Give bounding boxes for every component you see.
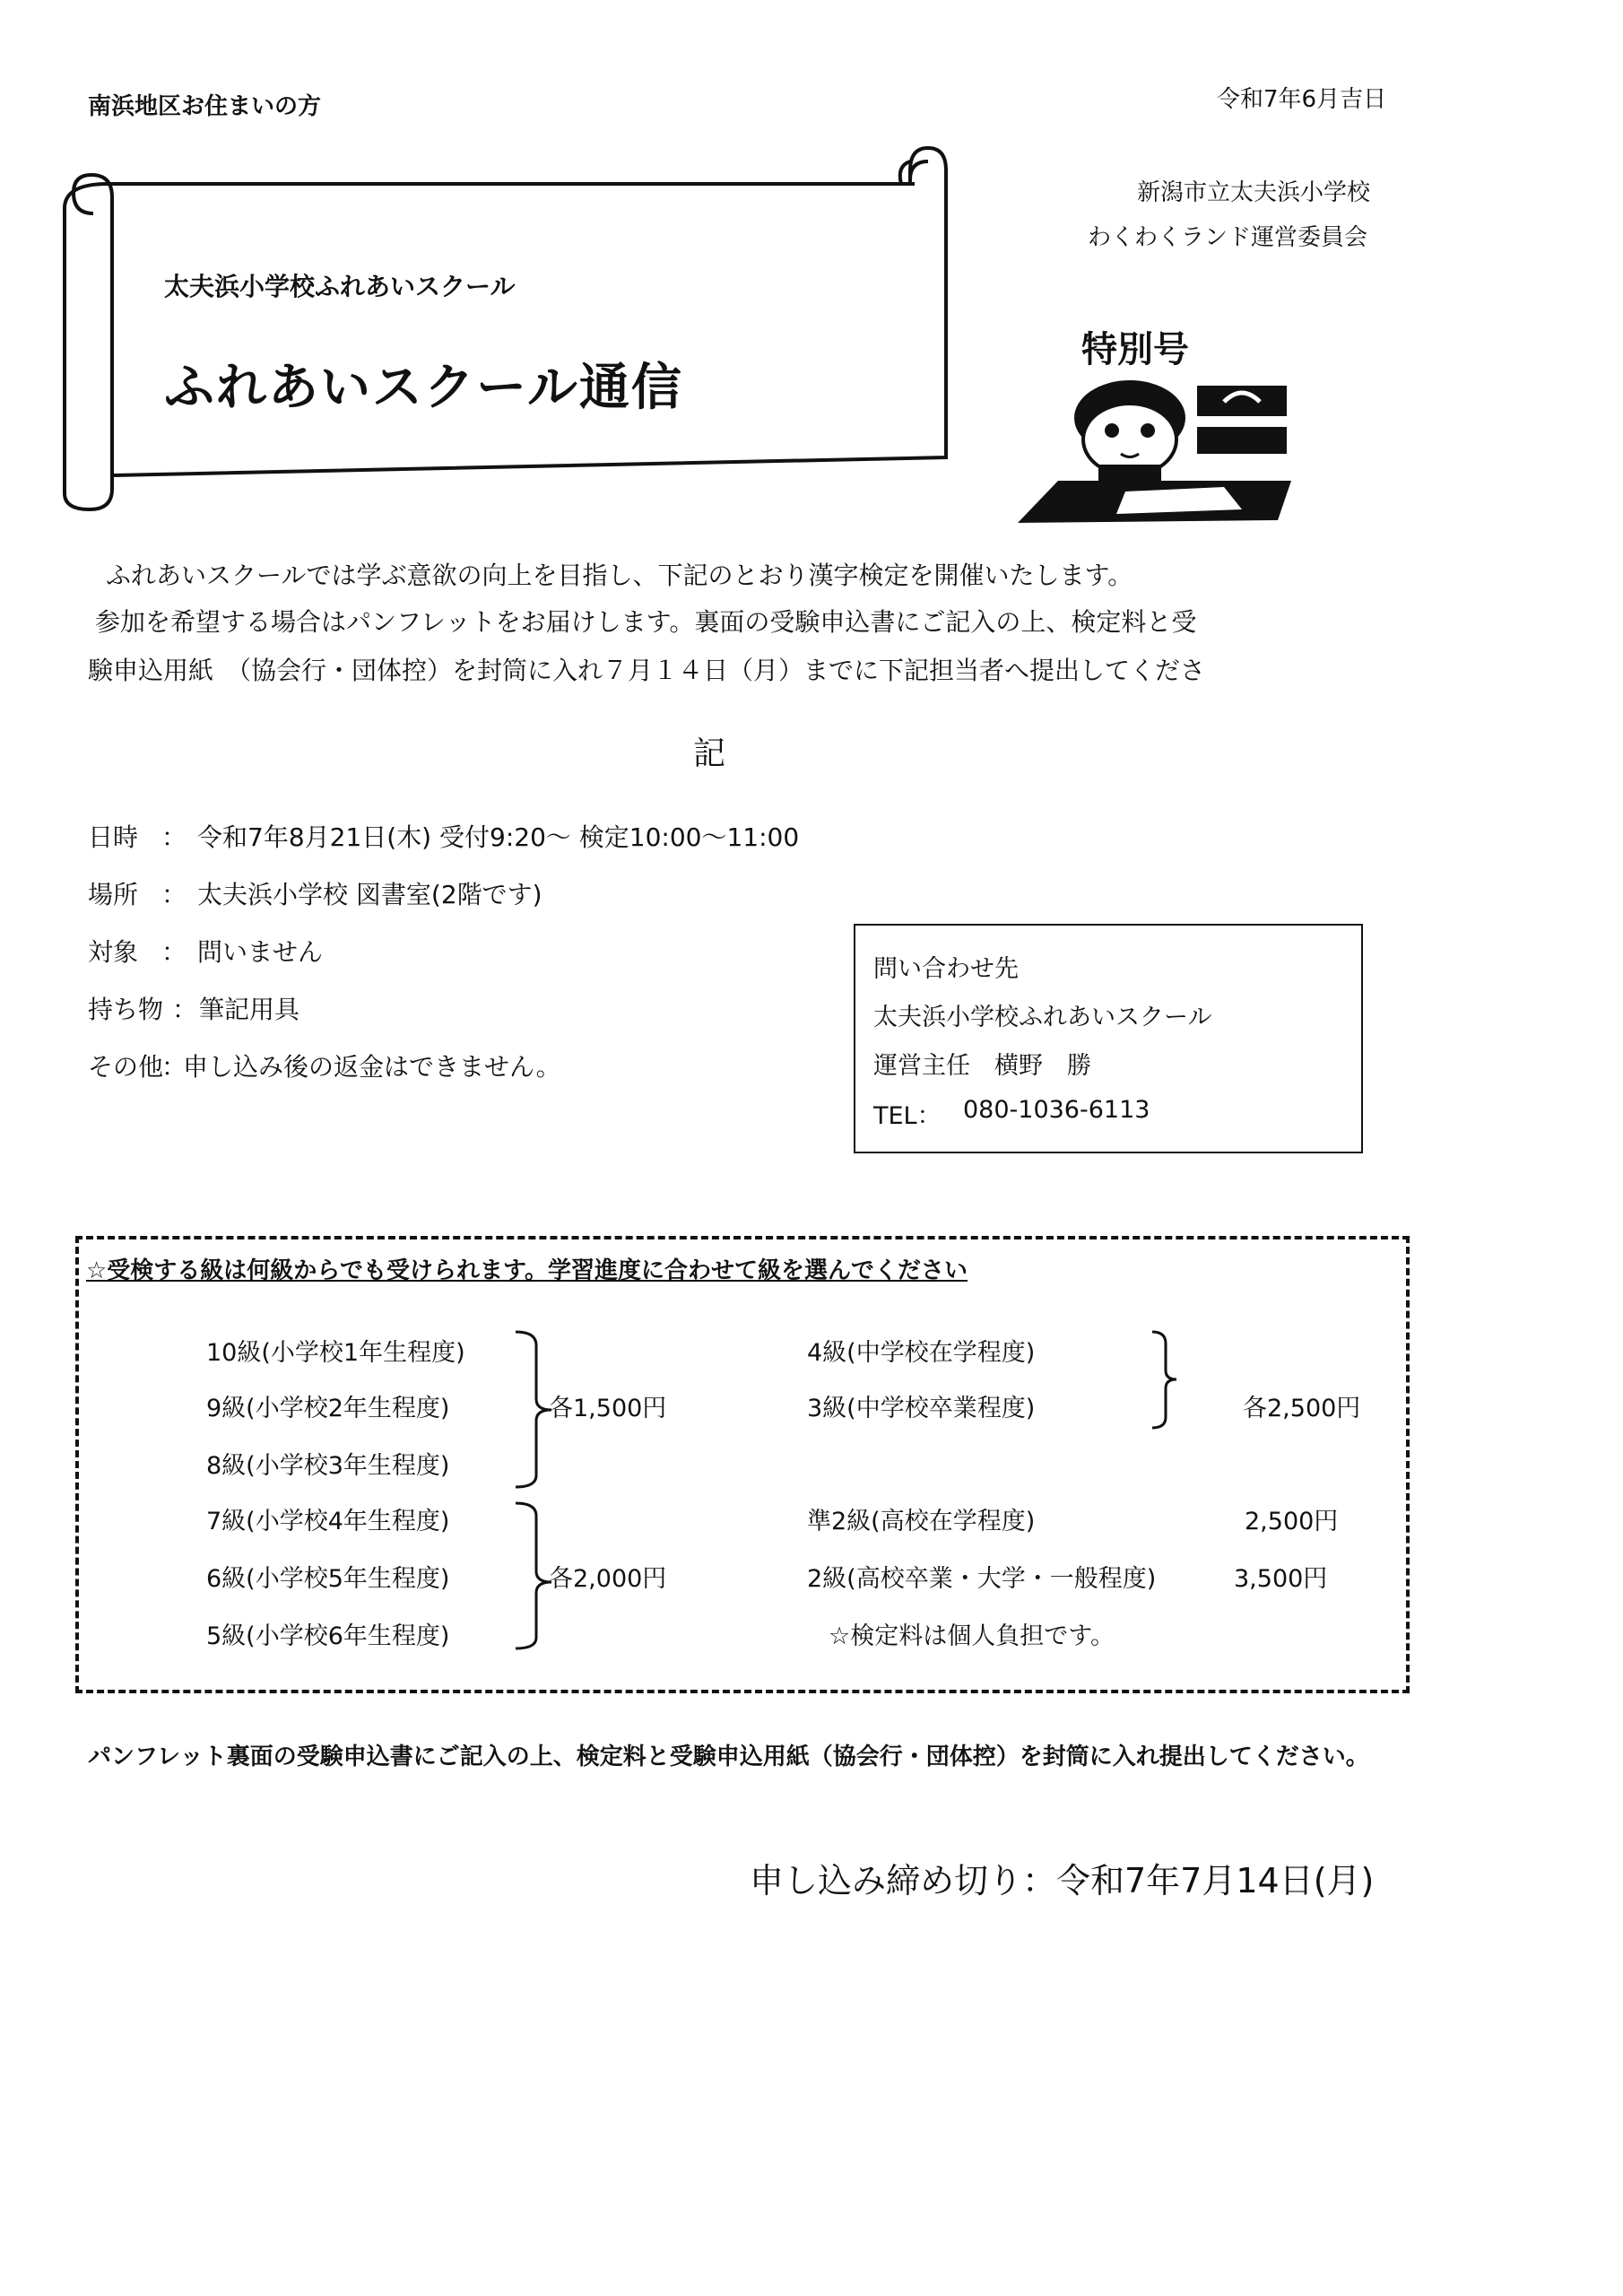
datetime-value: 令和7年8月21日(木) 受付9:20～ 検定10:00～11:00: [197, 822, 800, 852]
contact-tel: 080-1036-6113: [963, 1096, 1150, 1124]
fee-group-1: 各1,500円: [549, 1395, 667, 1422]
fee-group-3: 各2,500円: [1243, 1395, 1361, 1422]
fee-group-2: 各2,000円: [549, 1565, 667, 1593]
contact-tel-label: TEL：: [873, 1102, 942, 1130]
contact-person: 運営主任 横野 勝: [873, 1052, 1091, 1080]
student-studying-illustration: [1018, 375, 1305, 527]
target-sep: ：: [161, 937, 187, 967]
target-label: 対象: [88, 937, 139, 967]
special-issue-label: 特別号: [1081, 329, 1189, 370]
datetime-label: 日時: [88, 822, 139, 852]
grade-pre2: 準2級(高校在学程度): [807, 1508, 1036, 1535]
items-label: 持ち物: [88, 995, 164, 1024]
left-brackets: [511, 1327, 565, 1650]
grade-9: 9級(小学校2年生程度): [206, 1395, 450, 1422]
contact-box: [854, 924, 1363, 1153]
right-bracket: [1148, 1327, 1184, 1435]
intro-line-2: 参加を希望する場合はパンフレットをお届けします。裏面の受験申込書にご記入の上、検定料と受: [95, 607, 1197, 637]
scroll-banner: [54, 135, 959, 511]
fee-note: ☆検定料は個人負担です。: [829, 1622, 1115, 1650]
issue-date: 令和7年6月吉日: [1217, 86, 1387, 113]
other-label: その他: [88, 1052, 164, 1082]
grade-8: 8級(小学校3年生程度): [206, 1452, 450, 1480]
org-school: 新潟市立太夫浜小学校: [1137, 179, 1371, 206]
fee-2: 3,500円: [1234, 1565, 1328, 1593]
contact-org: 太夫浜小学校ふれあいスクール: [873, 1004, 1212, 1031]
place-label: 場所: [88, 880, 139, 909]
scroll-subtitle: 太夫浜小学校ふれあいスクール: [164, 272, 516, 301]
grade-3: 3級(中学校卒業程度): [807, 1395, 1036, 1422]
contact-heading: 問い合わせ先: [873, 955, 1019, 983]
grades-heading: ☆受検する級は何級からでも受けられます。学習進度に合わせて級を選んでください: [86, 1257, 968, 1284]
scroll-title: ふれあいスクール通信: [164, 359, 683, 417]
target-value: 問いません: [197, 937, 324, 967]
grade-5: 5級(小学校6年生程度): [206, 1622, 450, 1650]
datetime-sep: ：: [161, 822, 187, 852]
intro-line-3: 験申込用紙 （協会行・団体控）を封筒に入れ７月１４日（月）までに下記担当者へ提出してくださ: [88, 656, 1206, 685]
other-value: 申し込み後の返金はできません。: [183, 1052, 561, 1082]
deadline: 申し込み締め切り：令和7年7月14日(月): [750, 1861, 1375, 1900]
recipient-text: 南浜地区お住まいの方: [88, 93, 322, 120]
intro-line-1: ふれあいスクールでは学ぶ意欲の向上を目指し、下記のとおり漢字検定を開催いたします。: [106, 561, 1133, 590]
grade-4: 4級(中学校在学程度): [807, 1339, 1036, 1367]
org-committee: わくわくランド運営委員会: [1088, 224, 1368, 251]
footer-notice: パンフレット裏面の受験申込書にご記入の上、検定料と受験申込用紙（協会行・団体控）を封筒に入れ提出してください。: [88, 1744, 1369, 1770]
ki-heading: 記: [693, 735, 726, 772]
fee-pre2: 2,500円: [1245, 1508, 1339, 1535]
items-value: 筆記用具: [199, 995, 300, 1024]
place-value: 太夫浜小学校 図書室(2階です): [197, 880, 542, 909]
place-sep: ：: [161, 880, 187, 909]
grade-10: 10級(小学校1年生程度): [206, 1339, 465, 1367]
items-sep: ：: [172, 995, 198, 1024]
grade-2: 2級(高校卒業・大学・一般程度): [807, 1565, 1157, 1593]
other-sep: ：: [161, 1052, 187, 1082]
grade-7: 7級(小学校4年生程度): [206, 1508, 450, 1535]
grade-6: 6級(小学校5年生程度): [206, 1565, 450, 1593]
